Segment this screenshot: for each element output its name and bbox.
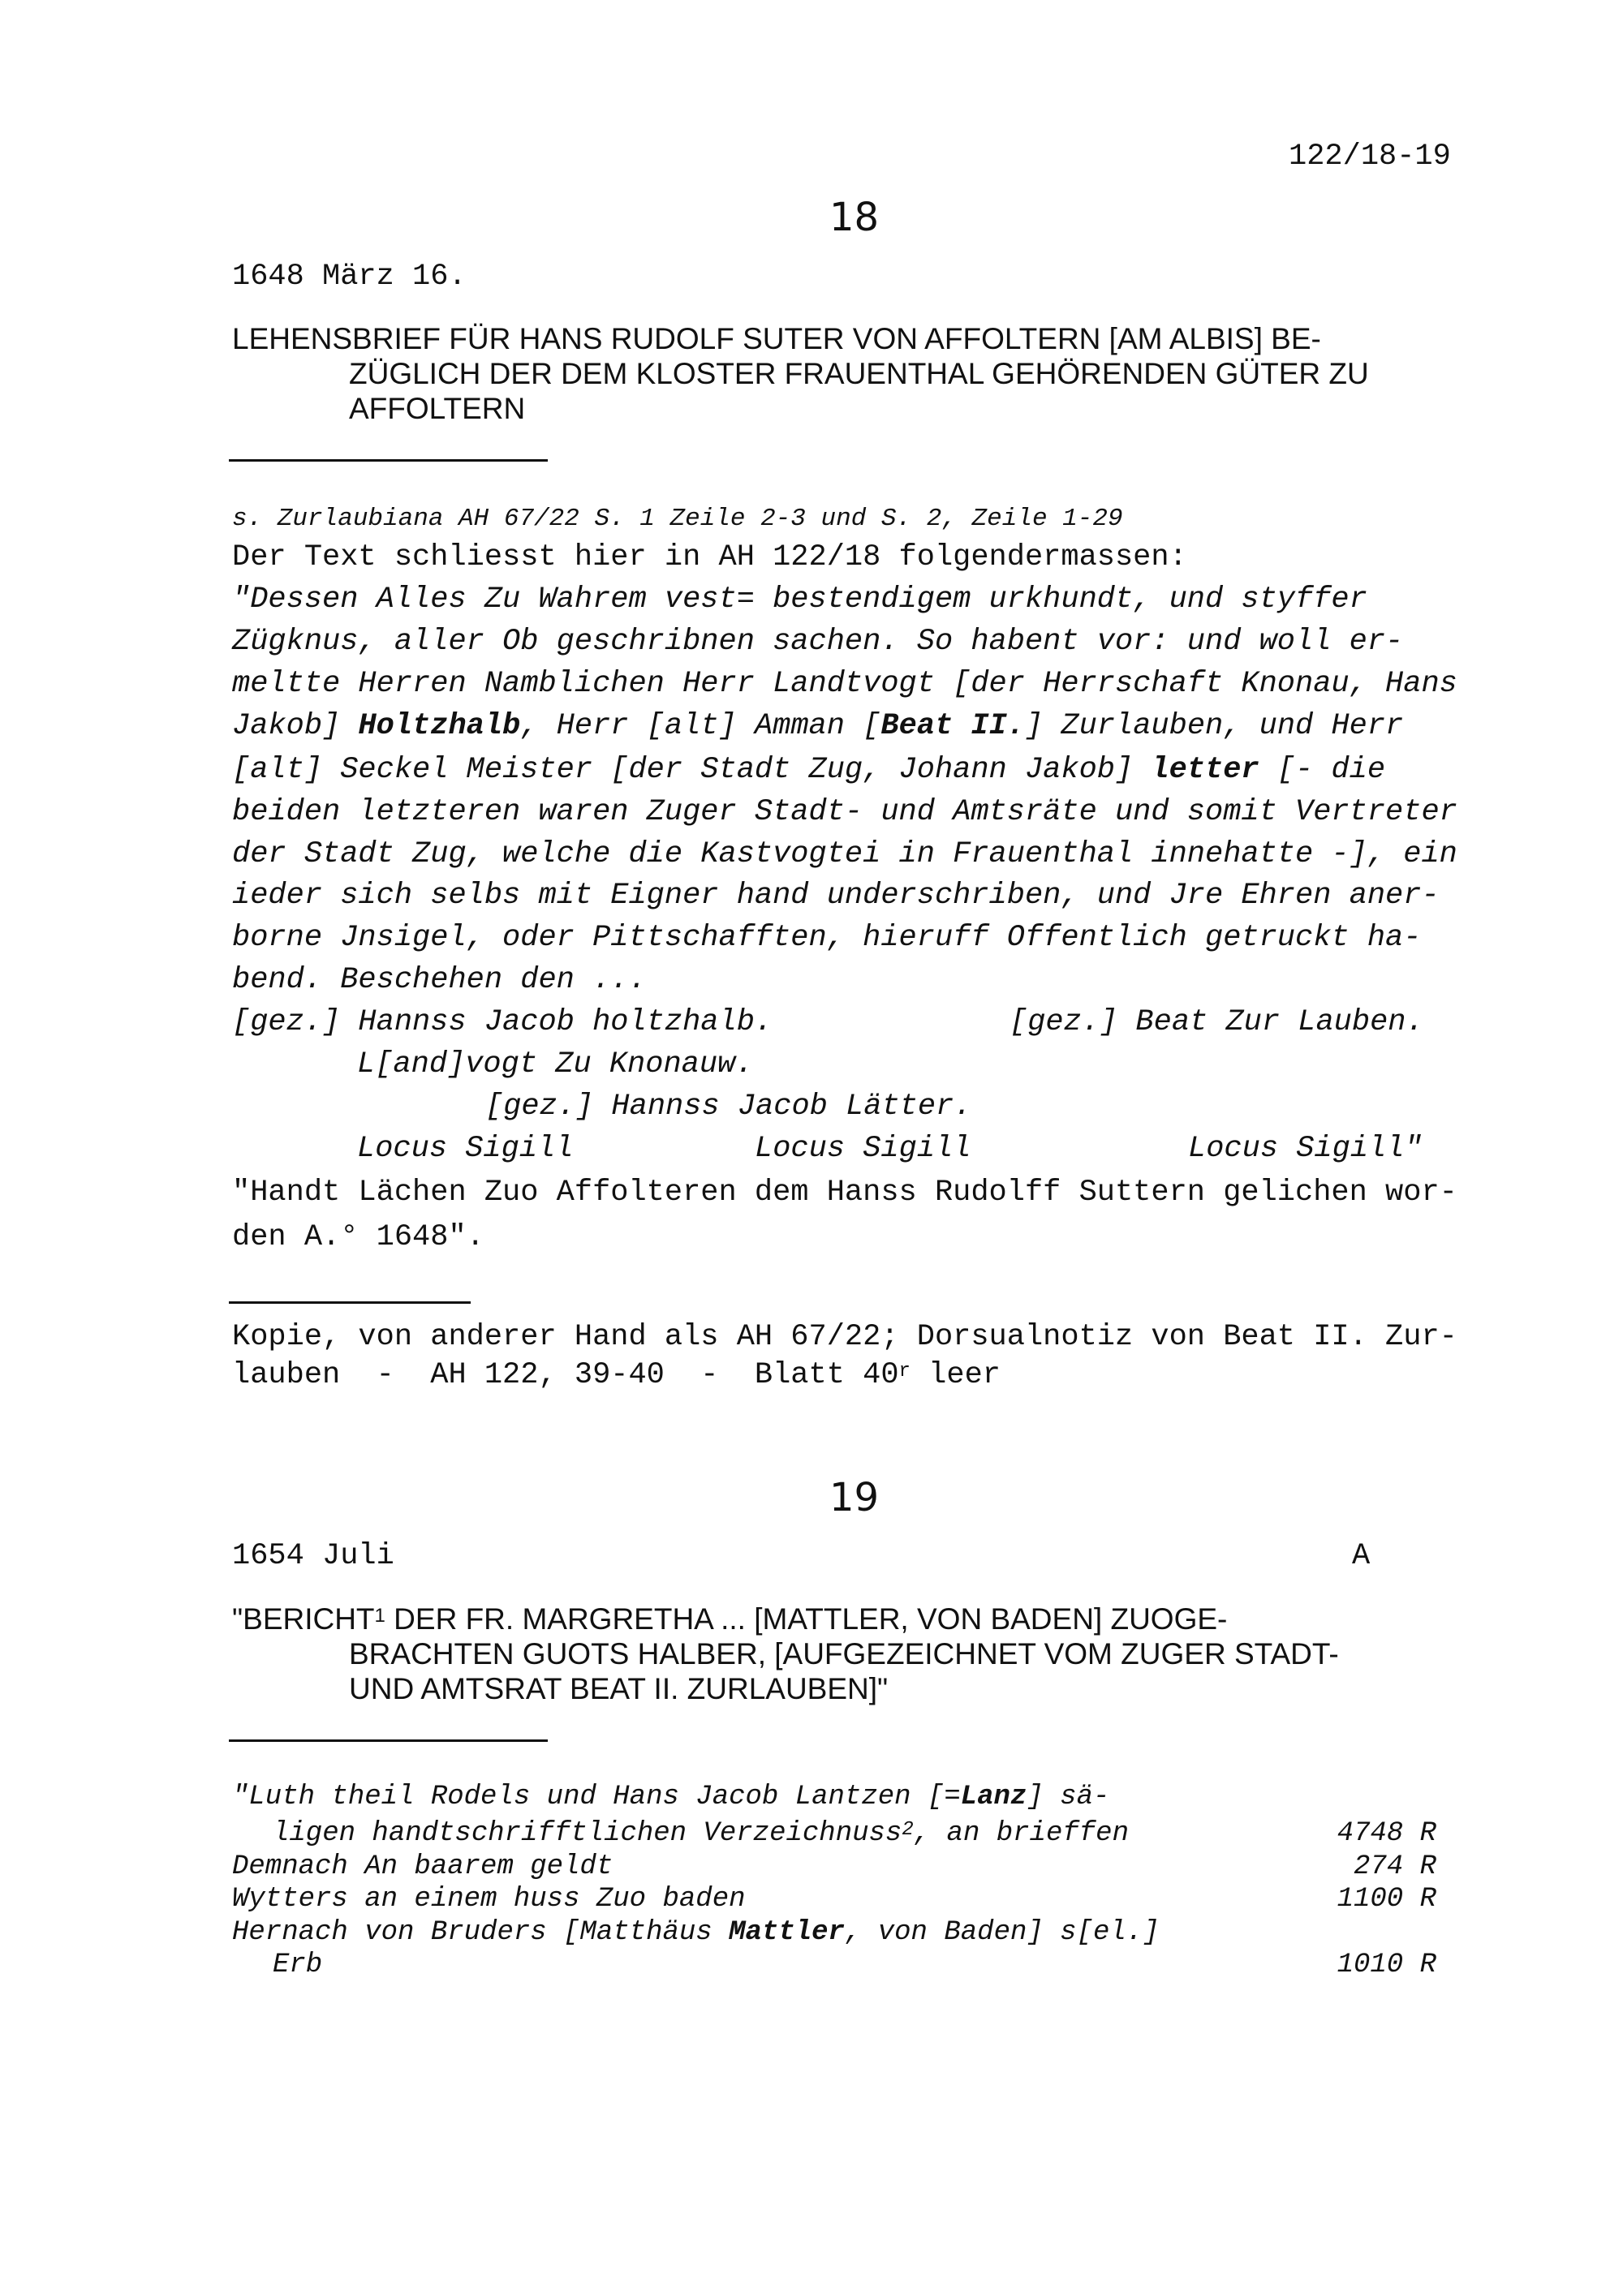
quote-line: bend. Beschehen den ... (232, 963, 647, 997)
source-note: s. Zurlaubiana AH 67/22 S. 1 Zeile 2-3 und S. 2, Zeile 1-29 (232, 505, 1123, 533)
list-item (232, 1781, 1109, 1813)
seal-mark: Locus Sigill (357, 1132, 574, 1166)
entry-segment: Hernach von Bruders [Matthäus (232, 1917, 730, 1948)
entry-emphasis: Mattler (729, 1917, 845, 1948)
quote-line: borne Jnsigel, oder Pittschafften, hieruff Offentlich getruckt ha- (232, 921, 1422, 955)
footnote-line: Kopie, von anderer Hand als AH 67/22; Dorsualnotiz von Beat II. Zur- (232, 1320, 1457, 1354)
quote-segment: Jakob] (232, 709, 359, 743)
list-value: 1010 R (1337, 1950, 1436, 1980)
document-date-18: 1648 März 16. (232, 260, 467, 294)
footnote-segment: lauben - AH 122, 39-40 - Blatt 40 (232, 1358, 899, 1392)
quote-emphasis: Beat II. (880, 709, 1025, 743)
entry-emphasis: Lanz (960, 1782, 1027, 1812)
signature-zurlauben: [gez.] Beat Zur Lauben. (1010, 1005, 1424, 1039)
quote-segment: [- die (1259, 753, 1386, 787)
quote-line: ieder sich selbs mit Eigner hand underschriben, und Jre Ehren aner- (232, 879, 1440, 913)
dorsal-line: "Handt Lächen Zuo Affolteren dem Hanss Rudolff Suttern gelichen wor- (232, 1176, 1457, 1210)
list-item (232, 1916, 1160, 1949)
entry-segment: ] sä- (1027, 1782, 1110, 1812)
list-value: 274 R (1353, 1851, 1436, 1882)
entry-segment: , an brieffen (913, 1818, 1129, 1849)
document-number-19: 19 (829, 1475, 880, 1520)
list-item: Wytters an einem huss Zuo baden (232, 1884, 746, 1915)
section-divider (229, 459, 548, 462)
page-reference: 122/18-19 (1289, 140, 1451, 174)
seal-mark: Locus Sigill (755, 1132, 971, 1166)
quote-segment: ] Zurlauben, und Herr (1025, 709, 1404, 743)
quote-line: beiden letzteren waren Zuger Stadt- und Amtsräte und somit Vertreter (232, 795, 1457, 829)
list-item: Demnach An baarem geldt (232, 1851, 613, 1882)
quote-line (232, 707, 1403, 745)
document-date-19: 1654 Juli (232, 1539, 394, 1573)
entry-segment: ligen handtschrifftlichen Verzeichnuss (273, 1818, 902, 1849)
footnote-divider (229, 1301, 471, 1304)
list-value: 4748 R (1337, 1818, 1436, 1849)
signature-laetter: [gez.] Hannss Jacob Lätter. (485, 1090, 972, 1124)
entry-segment: , von Baden] s[el.] (844, 1917, 1160, 1948)
list-item (273, 1817, 1129, 1850)
quote-line (232, 751, 1385, 789)
quote-segment: , Herr [alt] Amman [ (520, 709, 881, 743)
title-line: BRACHTEN GUOTS HALBER, [AUFGEZEICHNET VOM ZUGER STADT- (349, 1637, 1339, 1670)
superscript: 1 (374, 1605, 385, 1627)
superscript: 2 (902, 1819, 914, 1841)
document-marker: A (1352, 1539, 1371, 1573)
footnote-segment: leer (910, 1358, 1001, 1392)
list-value: 1100 R (1337, 1884, 1436, 1915)
title-segment: DER FR. MARGRETHA ... [MATTLER, VON BADEN] ZUOGE- (385, 1602, 1228, 1636)
seal-mark: Locus Sigill" (1188, 1132, 1423, 1166)
document-number-18: 18 (829, 195, 880, 240)
quote-line: der Stadt Zug, welche die Kastvogtei in Frauenthal innehatte -], ein (232, 837, 1457, 871)
title-segment: "BERICHT (232, 1602, 375, 1636)
intro-text: Der Text schliesst hier in AH 122/18 folgendermassen: (232, 540, 1187, 574)
signature-holtzhalb: [gez.] Hannss Jacob holtzhalb. (232, 1005, 773, 1039)
title-line: UND AMTSRAT BEAT II. ZURLAUBEN]" (349, 1672, 889, 1705)
footnote-line (232, 1357, 1001, 1394)
quote-emphasis: Holtzhalb (358, 709, 521, 743)
dorsal-line: den A.° 1648". (232, 1220, 484, 1254)
title-line: LEHENSBRIEF FÜR HANS RUDOLF SUTER VON AFFOLTERN [AM ALBIS] BE- (232, 322, 1321, 355)
superscript: r (898, 1361, 911, 1382)
section-divider (229, 1739, 548, 1742)
quote-line: Zügknus, aller Ob geschribnen sachen. So habent vor: und woll er- (232, 625, 1404, 659)
title-line: AFFOLTERN (349, 392, 526, 425)
quote-line: meltte Herren Namblichen Herr Landtvogt [der Herrschaft Knonau, Hans (232, 667, 1457, 701)
title-line (232, 1601, 1227, 1638)
quote-segment: [alt] Seckel Meister [der Stadt Zug, Johann Jakob] (232, 753, 1152, 787)
signature-title: L[and]vogt Zu Knonauw. (357, 1047, 754, 1081)
entry-segment: "Luth theil Rodels und Hans Jacob Lantzen [= (232, 1782, 961, 1812)
list-item: Erb (273, 1950, 323, 1980)
quote-emphasis: letter (1151, 753, 1259, 787)
quote-line: "Dessen Alles Zu Wahrem vest= bestendigem urkhundt, und styffer (232, 583, 1367, 617)
title-line: ZÜGLICH DER DEM KLOSTER FRAUENTHAL GEHÖRENDEN GÜTER ZU (349, 357, 1369, 390)
